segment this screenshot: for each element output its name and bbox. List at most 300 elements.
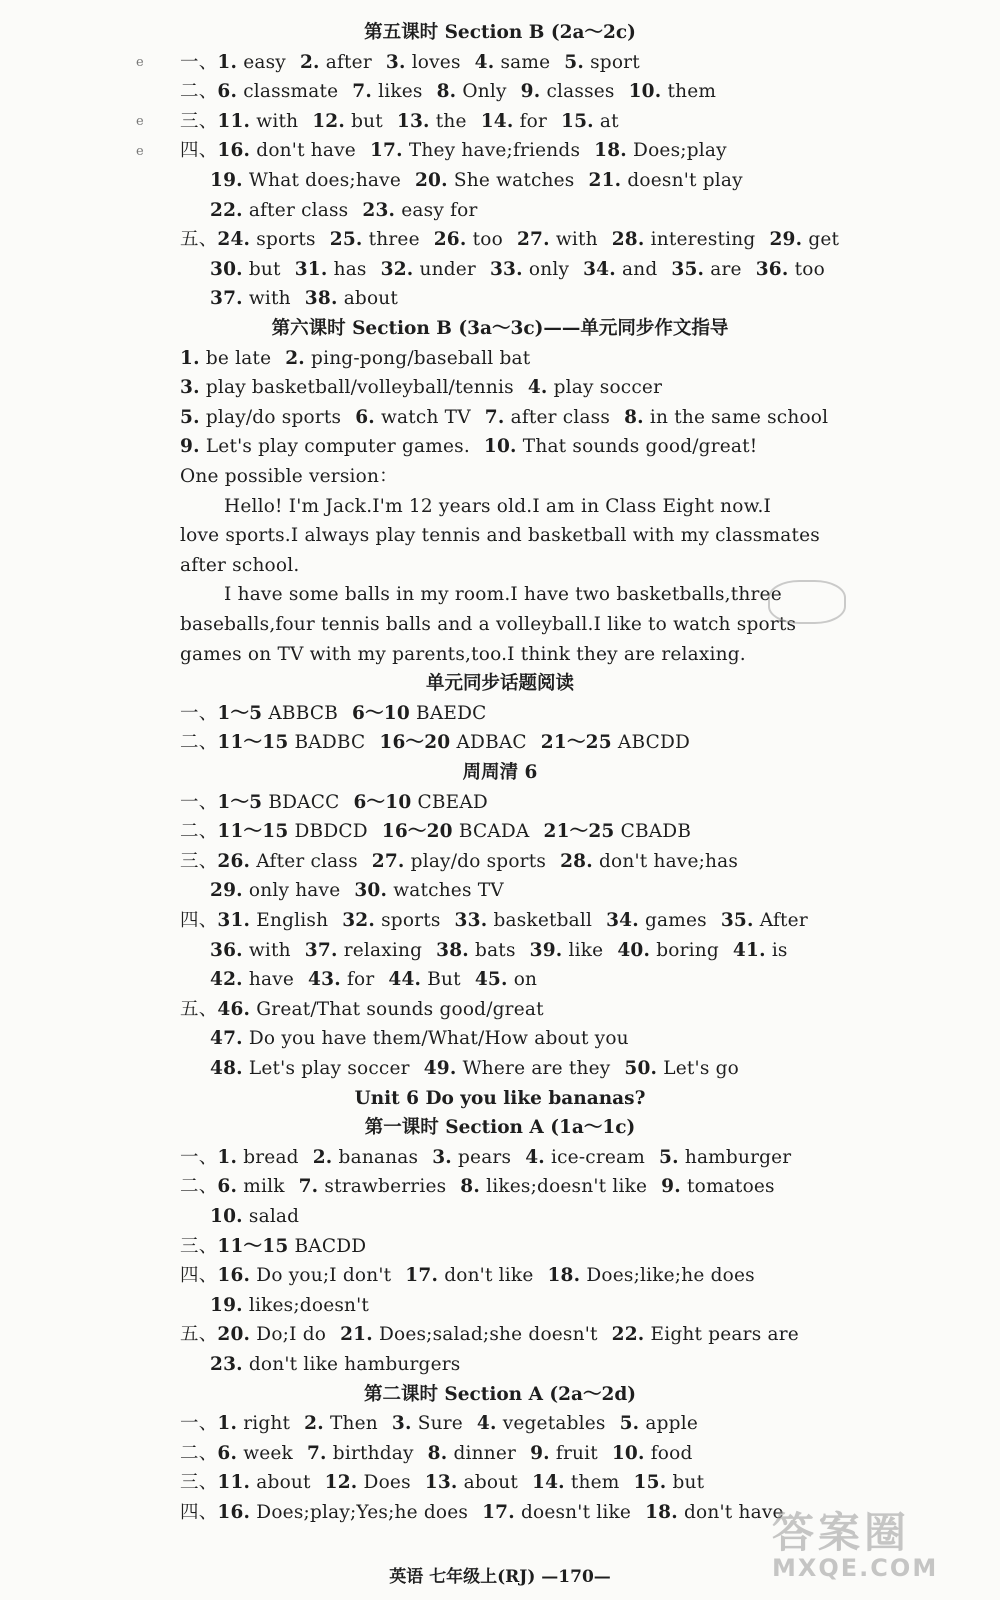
essay-line: love sports.I always play tennis and basketball with my classmates — [180, 525, 820, 547]
answer-item — [629, 81, 717, 102]
answer-text: basketball — [493, 910, 593, 931]
answer-item — [475, 969, 537, 990]
answer-text: likes;doesn't like — [486, 1176, 648, 1198]
answer-item — [521, 81, 615, 102]
answer-item — [305, 288, 398, 309]
answer-item — [485, 407, 610, 428]
question-number: 9. — [180, 436, 200, 458]
answer-item — [210, 170, 401, 191]
answer-item — [210, 880, 340, 901]
answer-item — [352, 81, 422, 102]
answer-item — [624, 407, 828, 428]
question-number: 18. — [645, 1502, 678, 1523]
question-number: 11. — [217, 110, 251, 132]
answer-text: BAEDC — [416, 702, 487, 724]
question-number: 24. — [217, 229, 251, 251]
section-number: 四、 — [180, 1265, 218, 1287]
answer-text: bread — [243, 1146, 299, 1168]
question-number: 2. — [312, 1146, 333, 1168]
answer-item — [217, 1472, 310, 1493]
section-number: 二、 — [180, 1176, 218, 1198]
question-number: 37. — [210, 288, 243, 310]
question-number: 23. — [362, 199, 396, 221]
answer-text: English — [256, 910, 329, 931]
answer-row — [180, 48, 654, 78]
question-number: 4. — [476, 1413, 497, 1435]
answer-item — [210, 288, 291, 309]
section-number: 一、 — [180, 702, 218, 724]
answer-row — [180, 403, 842, 433]
answer-item — [388, 969, 460, 990]
answer-item — [517, 229, 598, 250]
answer-text: Then — [329, 1413, 378, 1435]
answer-row — [180, 788, 502, 818]
answer-text: Great/That sounds good/great — [256, 998, 544, 1020]
question-number: 34. — [606, 910, 639, 931]
question-number: 8. — [460, 1176, 481, 1198]
question-number: 5. — [659, 1146, 679, 1168]
answer-text: classes — [546, 81, 615, 103]
question-number: 8. — [436, 81, 457, 103]
answer-item — [475, 52, 551, 73]
answer-item — [217, 821, 367, 842]
answer-item — [342, 910, 440, 931]
answer-text: easy — [243, 51, 286, 73]
answer-item — [217, 229, 315, 250]
answer-text: the — [435, 110, 467, 132]
answer-item — [210, 200, 348, 221]
answer-text: too — [794, 258, 825, 280]
question-number: 7. — [484, 406, 505, 428]
section-number: 三、 — [180, 1235, 218, 1257]
answer-text: bats — [475, 939, 516, 961]
question-number: 6. — [217, 81, 238, 103]
answer-row — [180, 1439, 707, 1469]
margin-mark: e — [136, 114, 144, 129]
answer-item — [340, 1324, 598, 1345]
answer-text: with — [248, 288, 291, 310]
section-number: 一、 — [180, 1146, 218, 1168]
section-number: 二、 — [180, 1442, 218, 1464]
version-label: One possible version： — [180, 466, 398, 487]
question-number: 44. — [388, 969, 422, 991]
answer-item — [484, 436, 758, 457]
answer-item — [460, 1176, 647, 1197]
answer-item — [624, 1058, 739, 1079]
answer-text: get — [808, 229, 840, 251]
answer-row — [210, 1202, 313, 1232]
answer-item — [532, 1472, 620, 1493]
section-number: 一、 — [180, 1413, 218, 1435]
question-number: 1～5 — [217, 702, 263, 724]
answer-item — [299, 1176, 447, 1197]
answer-item — [482, 1502, 631, 1523]
answer-row — [210, 255, 839, 285]
answer-item — [308, 969, 374, 990]
answer-item — [434, 229, 503, 250]
answer-item — [353, 792, 487, 813]
question-number: 12. — [324, 1472, 358, 1494]
answer-text: don't like hamburgers — [248, 1354, 461, 1375]
question-number: 20. — [217, 1324, 251, 1346]
answer-row — [210, 166, 757, 196]
answer-text: with — [555, 229, 598, 251]
answer-item — [217, 1147, 298, 1168]
answer-item — [560, 851, 738, 872]
answer-item — [210, 1295, 369, 1316]
answer-text: But — [427, 969, 461, 991]
question-number: 11～15 — [217, 732, 289, 754]
answer-item — [561, 111, 619, 132]
question-number: 7. — [352, 81, 372, 103]
answer-item — [180, 348, 271, 369]
answer-item — [217, 1236, 366, 1257]
section-title: 单元同步话题阅读 — [425, 673, 574, 695]
answer-item — [432, 1147, 511, 1168]
answer-item — [620, 1413, 698, 1434]
answer-row — [180, 699, 500, 729]
essay-line: after school. — [180, 554, 300, 576]
question-number: 41. — [732, 939, 766, 961]
question-number: 32. — [380, 258, 414, 280]
question-number: 42. — [210, 969, 243, 991]
section-number: 三、 — [180, 110, 218, 132]
question-number: 3. — [180, 377, 200, 399]
section-number: 三、 — [180, 1472, 218, 1494]
answer-item — [733, 940, 788, 961]
answer-text: ice-cream — [551, 1146, 646, 1168]
question-number: 11～15 — [217, 821, 289, 843]
answer-text: Let's play soccer — [248, 1058, 410, 1079]
answer-text: Does — [363, 1472, 411, 1494]
answer-item — [217, 1176, 284, 1197]
answer-item — [210, 1206, 299, 1227]
answer-text: loves — [411, 51, 461, 73]
answer-text: right — [243, 1413, 291, 1435]
answer-text: Do;I do — [256, 1324, 327, 1346]
answer-item — [428, 1443, 516, 1464]
question-number: 1. — [217, 1413, 238, 1435]
answer-row — [180, 1172, 789, 1202]
answer-text: Where are they — [462, 1058, 611, 1079]
answer-text: BADBC — [294, 732, 366, 754]
answer-text: like — [568, 939, 604, 961]
question-number: 3. — [391, 1413, 412, 1435]
question-number: 35. — [671, 258, 705, 280]
question-number: 6. — [217, 1442, 238, 1464]
answer-item — [217, 1443, 293, 1464]
question-number: 3. — [385, 51, 406, 73]
answer-item — [386, 52, 461, 73]
question-number: 38. — [436, 939, 469, 961]
answer-text: Does;salad;she doesn't — [378, 1324, 598, 1346]
answer-text: Sure — [417, 1413, 463, 1435]
answer-item — [525, 1147, 645, 1168]
answer-item — [217, 999, 543, 1020]
question-number: 1. — [180, 347, 200, 369]
question-number: 6. — [217, 1176, 238, 1198]
question-number: 9. — [661, 1176, 681, 1198]
answer-text: apple — [645, 1413, 698, 1435]
answer-text: be late — [205, 347, 272, 369]
answer-text: after — [325, 51, 372, 73]
answer-item — [352, 703, 486, 724]
question-number: 23. — [210, 1354, 243, 1375]
answer-text: BCADA — [458, 821, 530, 843]
answer-text: interesting — [650, 229, 756, 251]
answer-row — [180, 136, 741, 166]
section-number: 四、 — [180, 910, 218, 931]
answer-text: That sounds good/great! — [522, 436, 758, 458]
answer-text: CBADB — [620, 821, 692, 843]
answer-item — [528, 377, 662, 398]
answer-row — [180, 1498, 798, 1528]
answer-item — [300, 52, 372, 73]
answer-text: sport — [590, 51, 640, 73]
question-number: 2. — [304, 1413, 324, 1435]
answer-text: Do you have them/What/How about you — [248, 1028, 629, 1050]
answer-item — [397, 111, 467, 132]
answer-row — [180, 1261, 769, 1291]
answer-item — [362, 200, 477, 221]
answer-text: doesn't play — [627, 170, 743, 191]
answer-row — [180, 1232, 380, 1262]
answer-item — [307, 1443, 414, 1464]
answer-item — [544, 821, 692, 842]
answer-item — [217, 52, 286, 73]
answer-row — [180, 107, 633, 137]
answer-text: with — [248, 939, 291, 961]
answer-item — [589, 170, 743, 191]
answer-item — [217, 1265, 391, 1286]
question-number: 22. — [210, 199, 243, 221]
question-number: 22. — [611, 1324, 645, 1346]
answer-text: too — [472, 229, 503, 251]
answer-row — [180, 77, 730, 107]
answer-row — [180, 906, 822, 936]
answer-row — [180, 728, 704, 758]
answer-text: don't have;has — [598, 850, 739, 872]
question-number: 15. — [561, 110, 594, 132]
section-number: 五、 — [180, 1324, 218, 1346]
question-number: 4. — [527, 377, 548, 399]
answer-item — [425, 1472, 518, 1493]
question-number: 5. — [564, 51, 584, 73]
question-number: 28. — [560, 850, 593, 872]
answer-text: boring — [656, 939, 719, 961]
answer-text: She watches — [453, 170, 575, 191]
answer-text: salad — [248, 1206, 300, 1227]
question-number: 29. — [210, 880, 243, 902]
question-number: 17. — [369, 140, 403, 162]
unit-title: Unit 6 Do you like bananas? — [354, 1087, 646, 1109]
answer-text: sports — [256, 229, 316, 251]
answer-item — [217, 851, 357, 872]
section-number: 五、 — [180, 229, 218, 251]
answer-item — [217, 1324, 326, 1345]
question-number: 6～10 — [352, 702, 410, 724]
answer-text: ABBCB — [268, 702, 339, 724]
answer-text: only — [528, 258, 570, 280]
answer-text: Does;like;he does — [586, 1265, 755, 1287]
question-number: 8. — [624, 406, 644, 428]
question-number: 28. — [611, 229, 645, 251]
answer-text: food — [650, 1442, 693, 1464]
answer-row — [210, 1024, 643, 1054]
answer-text: DBDCD — [294, 821, 368, 843]
question-number: 31. — [294, 258, 328, 280]
answer-text: for — [519, 110, 548, 132]
section-number: 二、 — [180, 732, 218, 754]
answer-text: them — [570, 1472, 620, 1494]
question-number: 40. — [617, 939, 651, 961]
answer-row — [180, 817, 705, 847]
answer-item — [217, 703, 338, 724]
question-number: 18. — [594, 140, 627, 162]
answer-text: likes — [378, 81, 423, 103]
answer-text: with — [256, 110, 299, 132]
question-number: 17. — [405, 1265, 439, 1287]
question-number: 26. — [433, 229, 467, 251]
answer-item — [634, 1472, 705, 1493]
question-number: 6～10 — [353, 791, 412, 813]
essay-line: Hello! I'm Jack.I'm 12 years old.I am in Class Eight now.I — [224, 495, 772, 517]
answer-text: has — [333, 258, 367, 280]
answer-text: don't have — [256, 140, 356, 162]
answer-item — [645, 1502, 784, 1523]
answer-item — [671, 259, 741, 280]
answer-text: but — [351, 110, 383, 132]
question-number: 11. — [217, 1472, 251, 1494]
question-number: 1～5 — [217, 791, 263, 813]
question-number: 35. — [720, 910, 754, 931]
answer-text: pears — [458, 1146, 512, 1168]
section-number: 二、 — [180, 821, 218, 843]
answer-item — [210, 969, 294, 990]
answer-text: They have;friends — [408, 140, 581, 162]
answer-text: doesn't like — [520, 1502, 632, 1523]
lesson-title: 第二课时 Section A (2a～2d) — [363, 1383, 637, 1405]
answer-text: don't have — [683, 1502, 784, 1523]
answer-item — [490, 259, 569, 280]
answer-item — [530, 1443, 598, 1464]
answer-row — [210, 1350, 474, 1380]
question-number: 36. — [210, 939, 243, 961]
answer-item — [210, 259, 281, 280]
question-number: 30. — [210, 258, 243, 280]
question-number: 13. — [424, 1472, 458, 1494]
answer-item — [594, 140, 727, 161]
section-number: 三、 — [180, 850, 218, 872]
answer-text: watches TV — [393, 880, 504, 902]
answer-item — [547, 1265, 754, 1286]
answer-text: ping-pong/baseball bat — [311, 347, 531, 369]
answer-item — [437, 81, 507, 102]
answer-text: only have — [248, 880, 341, 902]
answer-text: play/do sports — [410, 850, 547, 872]
lesson-title: 第五课时 Section B (2a～2c) — [364, 22, 636, 43]
answer-text: play soccer — [553, 377, 663, 399]
margin-mark: e — [136, 55, 144, 70]
answer-text: week — [243, 1442, 293, 1464]
answer-text: Does;play;Yes;he does — [256, 1502, 469, 1523]
watermark-cn: 答案圈 — [772, 1508, 911, 1557]
answer-text: ADBAC — [456, 732, 527, 754]
question-number: 4. — [525, 1146, 545, 1168]
answer-item — [217, 792, 339, 813]
answer-text: birthday — [332, 1442, 414, 1464]
lesson-title: 第六课时 Section B (3a～3c)——单元同步作文指导 — [271, 318, 729, 339]
question-number: 2. — [299, 51, 320, 73]
answer-text: in the same school — [649, 406, 829, 428]
answer-text: watch TV — [381, 406, 471, 428]
answer-item — [210, 1028, 629, 1049]
answer-item — [180, 436, 470, 457]
answer-text: ABCDD — [617, 732, 691, 754]
answer-row — [180, 1320, 813, 1350]
question-number: 5. — [180, 406, 200, 428]
answer-text: about — [256, 1472, 311, 1494]
question-number: 38. — [304, 288, 338, 310]
answer-row — [180, 847, 752, 877]
answer-row — [180, 995, 558, 1025]
answer-row — [180, 344, 544, 374]
answer-item — [436, 940, 516, 961]
question-number: 10. — [628, 81, 662, 103]
question-number: 16. — [217, 1265, 251, 1287]
answer-row — [180, 1409, 712, 1439]
answer-text: are — [710, 258, 742, 280]
answer-text: play basketball/volleyball/tennis — [205, 377, 514, 399]
answer-text: tomatoes — [686, 1176, 775, 1198]
answer-item — [612, 229, 756, 250]
answer-text: games — [645, 910, 707, 931]
question-number: 45. — [474, 969, 508, 991]
question-number: 34. — [583, 258, 616, 280]
answer-item — [756, 259, 825, 280]
answer-text: After — [759, 910, 808, 931]
question-number: 18. — [547, 1265, 581, 1287]
answer-text: Only — [462, 81, 507, 103]
answer-item — [217, 732, 365, 753]
answer-item — [210, 1058, 410, 1079]
answer-text: about — [463, 1472, 519, 1494]
answer-text: What does;have — [248, 170, 401, 191]
question-number: 32. — [342, 910, 375, 931]
answer-row — [180, 225, 853, 255]
section-number: 一、 — [180, 51, 218, 73]
answer-item — [354, 880, 504, 901]
answer-text: strawberries — [324, 1176, 447, 1198]
answer-text: relaxing — [343, 939, 423, 961]
answer-item — [305, 940, 422, 961]
question-number: 11～15 — [217, 1235, 289, 1257]
question-number: 33. — [489, 258, 523, 280]
answer-text: have — [248, 969, 295, 991]
answer-row — [210, 196, 492, 226]
answer-text: milk — [243, 1176, 285, 1198]
answer-item — [606, 910, 707, 931]
answer-item — [424, 1058, 611, 1079]
question-number: 36. — [755, 258, 789, 280]
question-number: 13. — [396, 110, 430, 132]
answer-item — [325, 1472, 411, 1493]
essay-line: I have some balls in my room.I have two basketballs,three — [224, 584, 782, 606]
answer-row — [210, 876, 518, 906]
answer-item — [405, 1265, 533, 1286]
essay-line: games on TV with my parents,too.I think they are relaxing. — [180, 643, 746, 665]
answer-text: Do you;I don't — [256, 1265, 392, 1287]
